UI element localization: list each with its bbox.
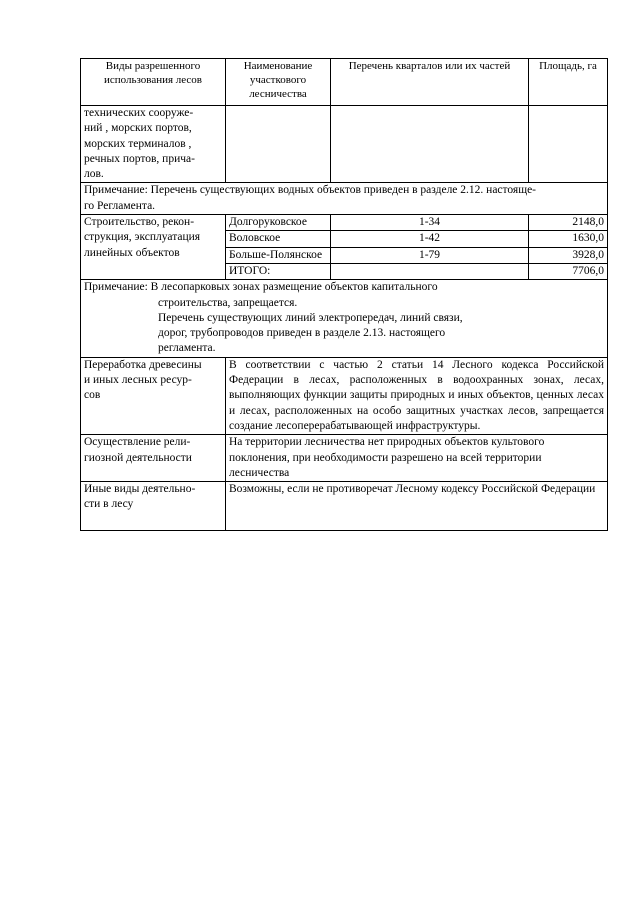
note-water-row [81,183,608,215]
table-header-row [81,59,608,106]
header-area: Площадь, га [529,59,608,106]
text-line: линейных объектов [84,246,180,259]
text-line: Перечень существующих линий электропередач, линий связи, [158,311,463,324]
note-capital-row [81,280,608,357]
forestry-name-cell: Долгоруковское [226,215,331,231]
other-text-cell: Возможны, если не противоречат Лесному кодексу Российской Федерации [226,482,608,531]
text-line: Иные виды деятельно- [84,483,196,496]
text-line: Строительство, рекон- [84,216,195,229]
header-usage-types: Виды разрешенного использования лесов [81,59,226,106]
table-row [81,357,608,434]
processing-label-cell [81,357,226,434]
text-line: Примечание: Перечень существующих водных объектов приведен в разделе 2.12. настояще- [84,184,537,197]
table-row [81,215,608,231]
quarters-cell: 1-42 [331,231,529,247]
processing-text-cell: В соответствии с частью 2 статьи 14 Лесного кодекса Российской Федерации в лесах, расположенных в водоохранных зонах, лесах, выполняющих функции защиты природных и иных объектов, ценных лесах и лесах, расположенных на особо защитных участках лесов, запрещается создание лесоперерабатывающей инфраструктуры. [226,357,608,434]
text-line: и иных лесных ресур- [84,374,192,387]
regulation-table [80,58,608,531]
text-line: го Регламента. [84,199,156,212]
text-line: Осуществление рели- [84,436,191,449]
area-cell: 1630,0 [529,231,608,247]
table-row [81,482,608,531]
note-capital-cell [81,280,608,357]
header-quarters-list: Перечень кварталов или их частей [331,59,529,106]
other-label-cell [81,482,226,531]
construction-label-cell [81,215,226,280]
header-forestry-name: Наименование участкового лесничества [226,59,331,106]
forestry-name-cell: Больше-Полянское [226,247,331,263]
text-line: регламента. [158,342,216,355]
text-line: струкция, эксплуатация [84,231,201,244]
text-line: дорог, трубопроводов приведен в разделе 2.13. настоящего [158,327,446,340]
text-line: морских терминалов , [84,137,192,150]
area-cell: 3928,0 [529,247,608,263]
continued-usage-cell [81,106,226,183]
quarters-cell: 1-79 [331,247,529,263]
text-line: сти в лесу [84,498,134,511]
total-area-cell: 7706,0 [529,263,608,279]
area-cell: 2148,0 [529,215,608,231]
table-row [81,106,608,183]
empty-cell [529,106,608,183]
religious-label-cell [81,435,226,482]
total-label-cell: ИТОГО: [226,263,331,279]
religious-text-cell: На территории лесничества нет природных объектов культового поклонения, при необходимости разрешено на всей территории лесничества [226,435,608,482]
text-line: речных портов, прича- [84,152,195,165]
text-line: ний , морских портов, [84,122,192,135]
quarters-cell: 1-34 [331,215,529,231]
text-line: строительства, запрещается. [158,296,298,309]
note-water-cell [81,183,608,215]
text-line: Примечание: В лесопарковых зонах размещение объектов капитального [84,281,438,294]
text-line: лов. [84,168,104,181]
text-line: сов [84,389,101,402]
forestry-name-cell: Воловское [226,231,331,247]
empty-cell [331,263,529,279]
text-line: Переработка древесины [84,358,202,371]
text-line: технических сооруже- [84,107,194,119]
empty-cell [226,106,331,183]
text-line: гиозной деятельности [84,451,192,464]
empty-cell [331,106,529,183]
table-row [81,435,608,482]
